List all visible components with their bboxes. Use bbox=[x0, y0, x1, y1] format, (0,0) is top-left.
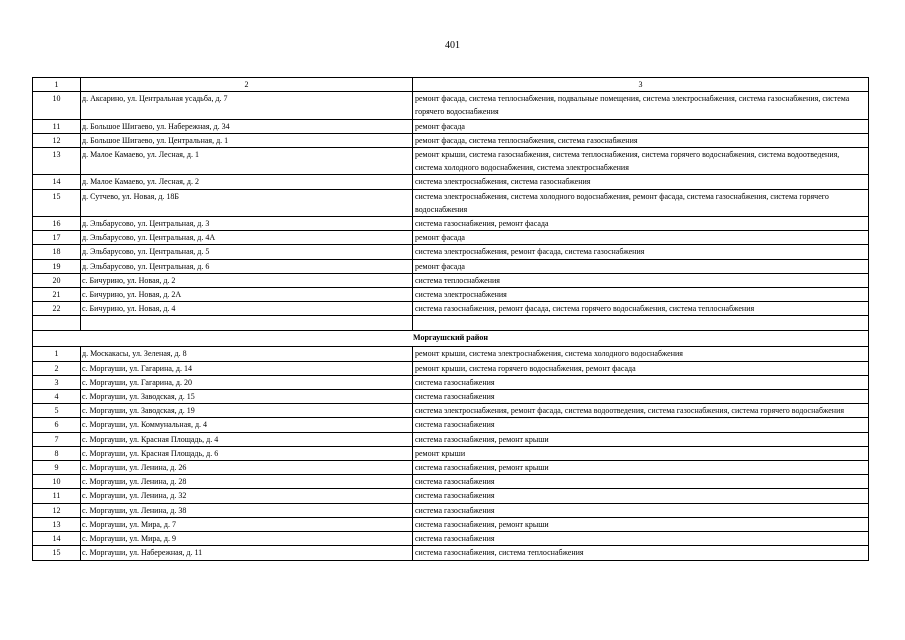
row-number: 15 bbox=[33, 546, 81, 560]
row-address: с. Бичурино, ул. Новая, д. 2 bbox=[81, 273, 413, 287]
header-row bbox=[33, 78, 869, 92]
row-address: д. Аксарино, ул. Центральная усадьба, д. 7 bbox=[81, 92, 413, 119]
row-works: ремонт фасада bbox=[413, 231, 869, 245]
row-works: ремонт крыши, система газоснабжения, система теплоснабжения, система горячего водоснабжения, система водоотведения, система холодного водоснабжения, система электроснабжения bbox=[413, 148, 869, 175]
row-works: ремонт крыши, система электроснабжения, система холодного водоснабжения bbox=[413, 347, 869, 361]
row-number: 3 bbox=[33, 375, 81, 389]
table-row bbox=[33, 245, 869, 259]
table-row bbox=[33, 231, 869, 245]
table-row bbox=[33, 119, 869, 133]
row-works: система электроснабжения, система газоснабжения bbox=[413, 175, 869, 189]
row-number: 11 bbox=[33, 119, 81, 133]
row-number: 12 bbox=[33, 133, 81, 147]
row-works: ремонт фасада bbox=[413, 119, 869, 133]
row-works: система газоснабжения, ремонт крыши bbox=[413, 432, 869, 446]
table-row bbox=[33, 175, 869, 189]
row-works: система газоснабжения bbox=[413, 503, 869, 517]
row-address: д. Эльбарусово, ул. Центральная, д. 4А bbox=[81, 231, 413, 245]
table-row bbox=[33, 302, 869, 316]
row-address: с. Моргауши, ул. Мира, д. 9 bbox=[81, 532, 413, 546]
spacer-cell bbox=[33, 316, 81, 331]
table-row bbox=[33, 273, 869, 287]
row-works: ремонт крыши, система горячего водоснабжения, ремонт фасада bbox=[413, 361, 869, 375]
row-address: д. Эльбарусово, ул. Центральная, д. 5 bbox=[81, 245, 413, 259]
row-address: с. Бичурино, ул. Новая, д. 4 bbox=[81, 302, 413, 316]
row-address: с. Моргауши, ул. Набережная, д. 11 bbox=[81, 546, 413, 560]
row-number: 11 bbox=[33, 489, 81, 503]
row-number: 4 bbox=[33, 390, 81, 404]
row-number: 6 bbox=[33, 418, 81, 432]
table-row bbox=[33, 133, 869, 147]
header-col-1: 1 bbox=[33, 78, 81, 92]
table-row bbox=[33, 475, 869, 489]
table-row bbox=[33, 532, 869, 546]
row-works: ремонт фасада, система теплоснабжения, подвальные помещения, система электроснабжения, система газоснабжения, система горячего водоснабжения bbox=[413, 92, 869, 119]
row-address: с. Моргауши, ул. Коммунальная, д. 4 bbox=[81, 418, 413, 432]
row-address: с. Моргауши, ул. Мира, д. 7 bbox=[81, 517, 413, 531]
row-works: система газоснабжения bbox=[413, 418, 869, 432]
row-address: д. Сутчево, ул. Новая, д. 18Б bbox=[81, 189, 413, 216]
row-number: 14 bbox=[33, 175, 81, 189]
table-row bbox=[33, 288, 869, 302]
table-row bbox=[33, 148, 869, 175]
row-number: 22 bbox=[33, 302, 81, 316]
table-row bbox=[33, 446, 869, 460]
row-number: 21 bbox=[33, 288, 81, 302]
row-number: 5 bbox=[33, 404, 81, 418]
row-address: с. Моргауши, ул. Заводская, д. 19 bbox=[81, 404, 413, 418]
row-address: д. Малое Камаево, ул. Лесная, д. 1 bbox=[81, 148, 413, 175]
table-row bbox=[33, 347, 869, 361]
table-row bbox=[33, 361, 869, 375]
row-number: 10 bbox=[33, 92, 81, 119]
row-address: с. Моргауши, ул. Ленина, д. 28 bbox=[81, 475, 413, 489]
table-row bbox=[33, 92, 869, 119]
row-works: система газоснабжения bbox=[413, 475, 869, 489]
table-row bbox=[33, 517, 869, 531]
table-row bbox=[33, 390, 869, 404]
row-number: 1 bbox=[33, 347, 81, 361]
row-works: система газоснабжения, ремонт крыши bbox=[413, 461, 869, 475]
row-works: ремонт фасада, система теплоснабжения, система газоснабжения bbox=[413, 133, 869, 147]
row-number: 10 bbox=[33, 475, 81, 489]
row-works: система газоснабжения bbox=[413, 375, 869, 389]
row-address: с. Бичурино, ул. Новая, д. 2А bbox=[81, 288, 413, 302]
district-row bbox=[33, 331, 869, 347]
row-address: с. Моргауши, ул. Ленина, д. 38 bbox=[81, 503, 413, 517]
row-number: 13 bbox=[33, 148, 81, 175]
row-works: система газоснабжения, ремонт фасада bbox=[413, 217, 869, 231]
table-row bbox=[33, 404, 869, 418]
header-col-3: 3 bbox=[413, 78, 869, 92]
table-row bbox=[33, 503, 869, 517]
table-row bbox=[33, 259, 869, 273]
row-address: д. Большое Шигаево, ул. Центральная, д. 1 bbox=[81, 133, 413, 147]
row-works: система газоснабжения bbox=[413, 390, 869, 404]
row-number: 12 bbox=[33, 503, 81, 517]
row-works: система электроснабжения bbox=[413, 288, 869, 302]
row-address: с. Моргауши, ул. Гагарина, д. 14 bbox=[81, 361, 413, 375]
row-address: д. Малое Камаево, ул. Лесная, д. 2 bbox=[81, 175, 413, 189]
table-row bbox=[33, 418, 869, 432]
row-address: д. Эльбарусово, ул. Центральная, д. 3 bbox=[81, 217, 413, 231]
row-address: с. Моргауши, ул. Гагарина, д. 20 bbox=[81, 375, 413, 389]
row-address: с. Моргауши, ул. Ленина, д. 26 bbox=[81, 461, 413, 475]
row-works: система газоснабжения, ремонт крыши bbox=[413, 517, 869, 531]
row-number: 14 bbox=[33, 532, 81, 546]
row-address: с. Моргауши, ул. Красная Площадь, д. 4 bbox=[81, 432, 413, 446]
works-table bbox=[32, 77, 869, 561]
row-address: д. Москакасы, ул. Зеленая, д. 8 bbox=[81, 347, 413, 361]
row-number: 20 bbox=[33, 273, 81, 287]
row-address: д. Большое Шигаево, ул. Набережная, д. 34 bbox=[81, 119, 413, 133]
table-row bbox=[33, 189, 869, 216]
row-works: система электроснабжения, система холодного водоснабжения, ремонт фасада, система газоснабжения, система горячего водоснабжения bbox=[413, 189, 869, 216]
district-title: Моргаушский район bbox=[33, 331, 869, 347]
table-row bbox=[33, 489, 869, 503]
row-number: 15 bbox=[33, 189, 81, 216]
row-number: 16 bbox=[33, 217, 81, 231]
spacer-cell bbox=[81, 316, 413, 331]
table-row bbox=[33, 461, 869, 475]
table-row bbox=[33, 375, 869, 389]
row-works: система газоснабжения bbox=[413, 489, 869, 503]
row-number: 19 bbox=[33, 259, 81, 273]
header-col-2: 2 bbox=[81, 78, 413, 92]
row-number: 18 bbox=[33, 245, 81, 259]
row-number: 8 bbox=[33, 446, 81, 460]
table-row bbox=[33, 217, 869, 231]
row-works: ремонт фасада bbox=[413, 259, 869, 273]
row-works: система газоснабжения bbox=[413, 532, 869, 546]
table-row bbox=[33, 432, 869, 446]
page-number: 401 bbox=[445, 40, 460, 51]
spacer-cell bbox=[413, 316, 869, 331]
row-works: ремонт крыши bbox=[413, 446, 869, 460]
row-works: система электроснабжения, ремонт фасада, система газоснабжения bbox=[413, 245, 869, 259]
row-number: 9 bbox=[33, 461, 81, 475]
row-works: система газоснабжения, ремонт фасада, система горячего водоснабжения, система теплоснабжения bbox=[413, 302, 869, 316]
row-number: 2 bbox=[33, 361, 81, 375]
row-works: система газоснабжения, система теплоснабжения bbox=[413, 546, 869, 560]
row-address: с. Моргауши, ул. Заводская, д. 15 bbox=[81, 390, 413, 404]
table-row bbox=[33, 546, 869, 560]
row-number: 13 bbox=[33, 517, 81, 531]
row-address: с. Моргауши, ул. Красная Площадь, д. 6 bbox=[81, 446, 413, 460]
row-address: д. Эльбарусово, ул. Центральная, д. 6 bbox=[81, 259, 413, 273]
spacer-row bbox=[33, 316, 869, 331]
row-works: система электроснабжения, ремонт фасада, система водоотведения, система газоснабжения, система горячего водоснабжения bbox=[413, 404, 869, 418]
row-address: с. Моргауши, ул. Ленина, д. 32 bbox=[81, 489, 413, 503]
row-number: 17 bbox=[33, 231, 81, 245]
row-works: система теплоснабжения bbox=[413, 273, 869, 287]
row-number: 7 bbox=[33, 432, 81, 446]
